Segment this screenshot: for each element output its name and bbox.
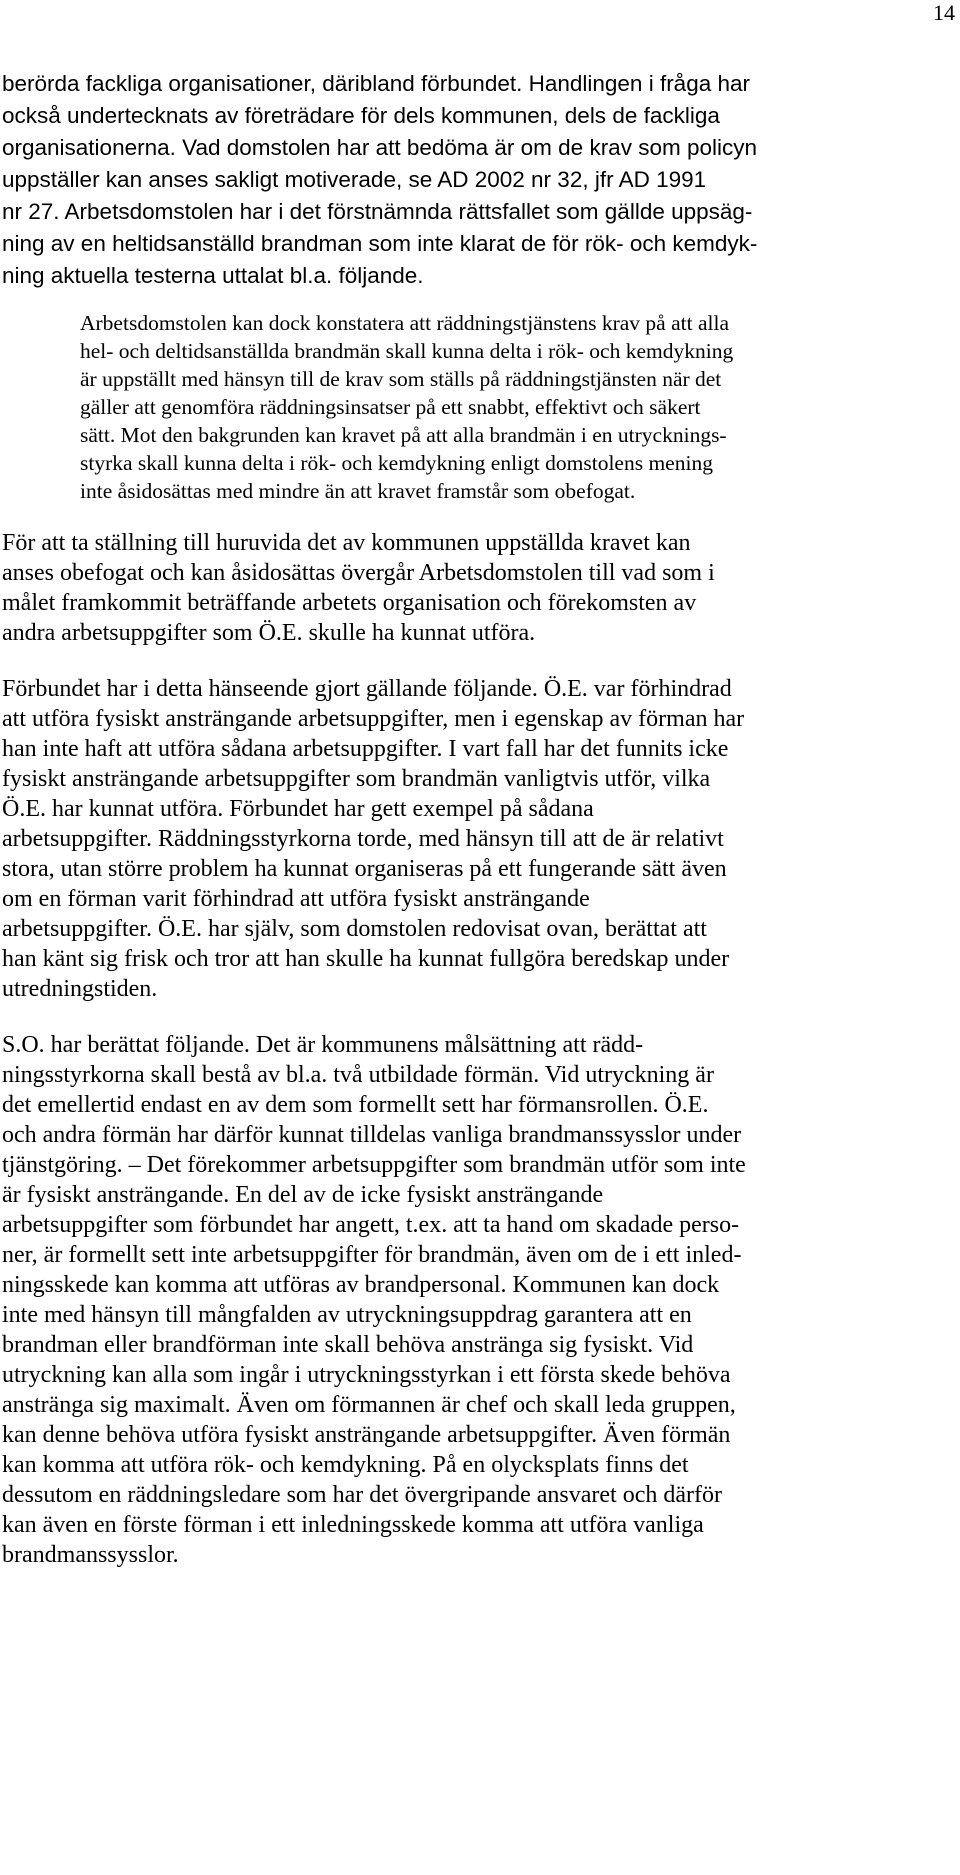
text-line: S.O. har berättat följande. Det är kommunens målsättning att rädd- [2,1032,644,1058]
text-line: anses obefogat och kan åsidosättas övergår Arbetsdomstolen till vad som i [2,560,715,586]
text-line: arbetsuppgifter. Räddningsstyrkorna torde, med hänsyn till att de är relativt [2,826,724,852]
text-line: och andra förmän har därför kunnat tilldelas vanliga brandmanssysslor under [2,1122,742,1148]
text-line: ningsskede kan komma att utföras av brandpersonal. Kommunen kan dock [2,1272,720,1298]
text-line: arbetsuppgifter som förbundet har angett, t.ex. att ta hand om skadade perso- [2,1212,740,1238]
text-line: kan denne behöva utföra fysiskt ansträngande arbetsuppgifter. Även förmän [2,1422,731,1448]
text-line: ner, är formellt sett inte arbetsuppgifter för brandmän, även om de i ett inled- [2,1242,742,1268]
text-line: brandmanssysslor. [2,1542,179,1568]
text-line: inte med hänsyn till mångfalden av utryckningsuppdrag garantera att en [2,1302,692,1328]
text-line: dessutom en räddningsledare som har det övergripande ansvaret och därför [2,1482,722,1508]
text-line: Förbundet har i detta hänseende gjort gällande följande. Ö.E. var förhindrad [2,676,732,702]
text-line: arbetsuppgifter. Ö.E. har själv, som domstolen redovisat ovan, berättat att [2,916,707,942]
text-line: stora, utan större problem ha kunnat organiseras på ett fungerande sätt även [2,856,727,882]
text-line: andra arbetsuppgifter som Ö.E. skulle ha kunnat utföra. [2,620,536,646]
text-line: kan komma att utföra rök- och kemdykning. På en olycksplats finns det [2,1452,689,1478]
quote-line: är uppställt med hänsyn till de krav som ställs på räddningstjänsten när det [80,367,722,391]
text-line: anstränga sig maximalt. Även om förmannen är chef och skall leda gruppen, [2,1392,736,1418]
quote-line: styrka skall kunna delta i rök- och kemdykning enligt domstolens mening [80,451,713,475]
text-line: han känt sig frisk och tror att han skulle ha kunnat fullgöra beredskap under [2,946,730,972]
text-line: är fysiskt ansträngande. En del av de icke fysiskt ansträngande [2,1182,604,1208]
text-line: det emellertid endast en av dem som formellt sett har förmansrollen. Ö.E. [2,1092,709,1118]
text-line: fysiskt ansträngande arbetsuppgifter som brandmän vanligtvis utför, vilka [2,766,711,792]
text-line: brandman eller brandförman inte skall behöva anstränga sig fysiskt. Vid [2,1332,694,1358]
text-line: kan även en förste förman i ett inledningsskede komma att utföra vanliga [2,1512,704,1538]
text-line: Ö.E. har kunnat utföra. Förbundet har gett exempel på sådana [2,796,594,822]
text-line: utryckning kan alla som ingår i utryckningsstyrkan i ett första skede behöva [2,1362,731,1388]
text-line: För att ta ställning till huruvida det av kommunen uppställda kravet kan [2,530,691,556]
quote-line: Arbetsdomstolen kan dock konstatera att räddningstjänstens krav på att alla [80,311,729,335]
text-line: utredningstiden. [2,976,158,1002]
text-line: nr 27. Arbetsdomstolen har i det förstnämnda rättsfallet som gällde uppsäg- [2,199,753,224]
text-line: uppställer kan anses sakligt motiverade, se AD 2002 nr 32, jfr AD 1991 [2,167,707,192]
quote-line: gäller att genomföra räddningsinsatser på ett snabbt, effektivt och säkert [80,395,701,419]
text-line: ning aktuella testerna uttalat bl.a. följande. [2,263,424,288]
text-line: organisationerna. Vad domstolen har att bedöma är om de krav som policyn [2,135,757,160]
quote-line: hel- och deltidsanställda brandmän skall kunna delta i rök- och kemdykning [80,339,734,363]
text-line: om en förman varit förhindrad att utföra fysiskt ansträngande [2,886,590,912]
text-line: tjänstgöring. – Det förekommer arbetsuppgifter som brandmän utför som inte [2,1152,746,1178]
text-line: målet framkommit beträffande arbetets organisation och förekomsten av [2,590,697,616]
quote-line: sätt. Mot den bakgrunden kan kravet på att alla brandmän i en utrycknings- [80,423,727,447]
text-line: också undertecknats av företrädare för dels kommunen, dels de fackliga [2,103,720,128]
text-line: ningsstyrkorna skall bestå av bl.a. två utbildade förmän. Vid utryckning är [2,1062,714,1088]
quote-line: inte åsidosättas med mindre än att kravet framstår som obefogat. [80,479,636,503]
text-line: berörda fackliga organisationer, däribland förbundet. Handlingen i fråga har [2,71,750,96]
text-line: han inte haft att utföra sådana arbetsuppgifter. I vart fall har det funnits icke [2,736,729,762]
page-number: 14 [933,0,955,25]
text-line: att utföra fysiskt ansträngande arbetsuppgifter, men i egenskap av förman har [2,706,745,732]
text-line: ning av en heltidsanställd brandman som inte klarat de för rök- och kemdyk- [2,231,758,256]
